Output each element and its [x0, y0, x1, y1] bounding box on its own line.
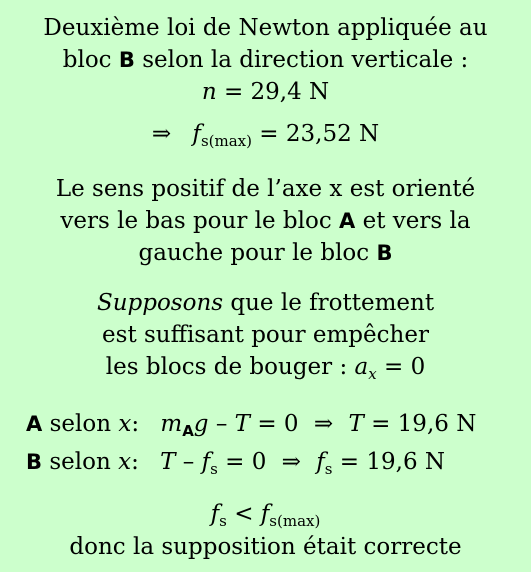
block-label-a: A	[339, 209, 356, 233]
math-subscript: s	[324, 460, 333, 478]
axis-orientation-text: Le sens positif de l’axe x est orienté	[55, 176, 476, 202]
math-variable: f	[260, 501, 270, 527]
emphasis-text: Supposons	[96, 290, 224, 316]
math-variable: n	[201, 79, 217, 105]
math-variable: g	[193, 411, 209, 437]
block-label-b: B	[26, 450, 43, 474]
text-fragment: :	[131, 411, 140, 437]
math-variable: f	[201, 449, 211, 475]
implies-symbol: ⇒	[313, 411, 334, 437]
math-variable: x	[118, 411, 132, 437]
text-line	[0, 289, 531, 317]
math-subscript: s	[210, 460, 218, 478]
math-operator: <	[234, 501, 254, 527]
text-fragment: bloc	[62, 47, 112, 73]
text-fragment: est suffisant pour empêcher	[102, 322, 429, 348]
implies-symbol: ⇒	[151, 121, 172, 147]
math-subscript: s(max)	[269, 512, 321, 530]
text-line	[0, 46, 531, 74]
equation-block-a	[26, 410, 531, 445]
math-value: = 23,52 N	[259, 121, 380, 147]
math-variable: T	[234, 411, 250, 437]
text-fragment: vers le bas pour le bloc	[60, 208, 332, 234]
friction-comparison	[0, 500, 531, 535]
conclusion-text: donc la supposition était correcte	[69, 534, 462, 560]
friction-result: = 19,6 N	[339, 449, 446, 475]
math-variable: T	[160, 449, 176, 475]
block-label-b: B	[118, 48, 135, 72]
math-operator: –	[215, 411, 228, 437]
math-variable: f	[210, 501, 220, 527]
math-variable: a	[354, 354, 369, 380]
equation-block-b	[26, 448, 531, 483]
text-line	[0, 14, 531, 42]
text-line	[0, 239, 531, 267]
text-fragment: :	[131, 449, 139, 475]
math-variable: f	[192, 121, 201, 147]
text-fragment: les blocs de bouger :	[105, 354, 348, 380]
text-fragment: gauche pour le bloc	[138, 240, 370, 266]
math-value: = 0	[384, 354, 426, 380]
text-line	[0, 533, 531, 561]
max-friction-equation	[0, 120, 531, 155]
block-label-b: B	[376, 241, 393, 265]
text-line	[0, 175, 531, 203]
math-variable: f	[316, 449, 325, 475]
text-line	[0, 207, 531, 235]
implies-symbol: ⇒	[281, 449, 301, 475]
math-variable: x	[118, 449, 132, 475]
text-fragment: selon	[49, 449, 111, 475]
block-label-a: A	[26, 412, 43, 436]
math-variable: T	[348, 411, 364, 437]
math-value: = 29,4 N	[223, 79, 330, 105]
math-value: = 0	[257, 411, 299, 437]
normal-force-equation	[0, 78, 531, 106]
math-subscript: x	[368, 365, 377, 383]
math-subscript: s	[219, 512, 227, 530]
math-value: = 0	[225, 449, 267, 475]
text-fragment: selon	[49, 411, 112, 437]
text-fragment: que le frottement	[230, 290, 435, 316]
tension-result: = 19,6 N	[371, 411, 477, 437]
text-fragment: et vers la	[362, 208, 471, 234]
newton-law-heading: Deuxième loi de Newton appliquée au	[43, 15, 488, 41]
math-variable: m	[160, 411, 183, 437]
math-subscript: s(max)	[200, 132, 252, 150]
text-line	[0, 321, 531, 349]
text-line	[0, 353, 531, 388]
math-operator: –	[182, 449, 195, 475]
text-fragment: selon la direction verticale :	[142, 47, 469, 73]
math-subscript: A	[182, 422, 194, 440]
